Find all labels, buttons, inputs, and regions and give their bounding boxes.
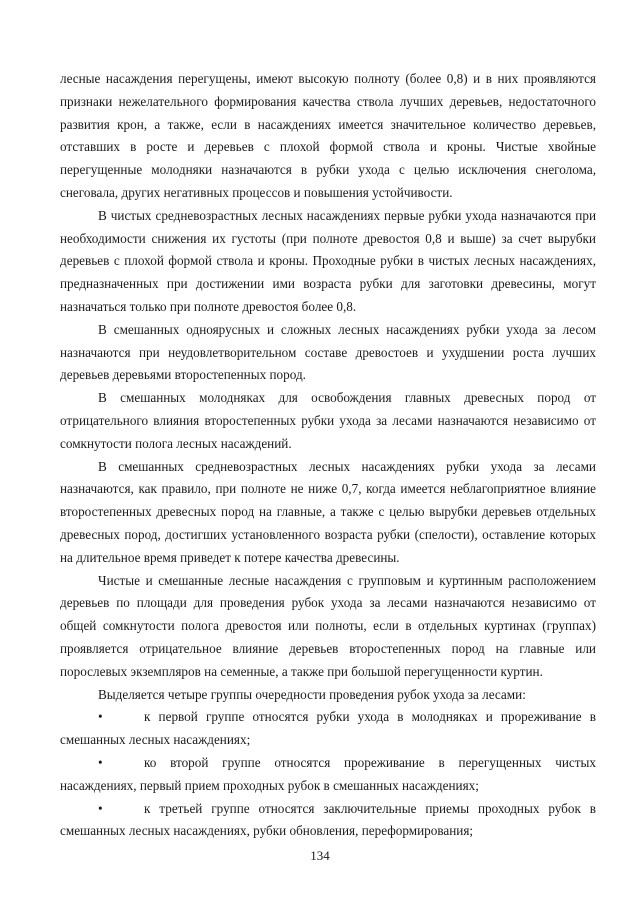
paragraph-4: В смешанных молодняках для освобождения главных древесных пород от отрицательного влияния второстепенных рубки ухода за лесами назначаются независимо от сомкнутости полога лесных насаждений.: [60, 390, 596, 451]
document-body: [60, 68, 596, 843]
list-item-text: к первой группе относятся рубки ухода в молодняках и прореживание в смешанных лесных насаждениях;: [60, 709, 596, 748]
paragraph-1: лесные насаждения перегущены, имеют высокую полноту (более 0,8) и в них проявляются признаки нежелательного формирования качества ствола лучших деревьев, недостаточного развития крон, а также, если в насаждениях имеется значительное количество деревьев, отставших в росте и деревьев с плохой формой ствола и кроны. Чистые хвойные перегущенные молодняки назначаются в рубки ухода с целью исключения снеголома, снеговала, других негативных процессов и повышения устойчивости.: [60, 71, 596, 200]
page-number: 134: [310, 848, 330, 863]
list-item-text: ко второй группе относятся прореживание в перегущенных чистых насаждениях, первый прием проходных рубок в смешанных насаждениях;: [60, 754, 596, 793]
list-item: • ко второй группе относятся прореживание в перегущенных чистых насаждениях, первый прием проходных рубок в смешанных насаждениях;: [60, 754, 596, 793]
paragraph-6: Чистые и смешанные лесные насаждения с групповым и куртинным расположением деревьев по площади для проведения рубок ухода за лесами назначаются независимо от общей сомкнутости полога древостоя или полноты, если в отдельных куртинах (группах) проявляется отрицательное влияние деревьев второстепенных пород на главные или порослевых экземпляров на семенные, а также при большой перегущенности куртин.: [60, 572, 596, 679]
paragraph-7: Выделяется четыре группы очередности проведения рубок ухода за лесами:: [98, 686, 526, 702]
paragraph-5: В смешанных средневозрастных лесных насаждениях рубки ухода за лесами назначаются, как правило, при полноте не ниже 0,7, когда имеется неблагоприятное влияние второстепенных древесных пород на главные, а также с целью вырубки деревьев отдельных древесных пород, достигших установленного возраста рубки (спелости), оставление которых на длительное время приведет к потере качества древесины.: [60, 458, 596, 565]
paragraph-3: В смешанных одноярусных и сложных лесных насаждениях рубки ухода за лесом назначаются при неудовлетворительном составе древостоев и ухудшении роста лучших деревьев деревьями второстепенных пород.: [60, 321, 596, 383]
list-item: • к третьей группе относятся заключительные приемы проходных рубок в смешанных лесных насаждениях, рубки обновления, переформирования;: [60, 800, 596, 839]
paragraph-2: В чистых средневозрастных лесных насаждениях первые рубки ухода назначаются при необходимости снижения их густоты (при полноте древостоя 0,8 и выше) за счет вырубки деревьев с плохой формой ствола и кроны. Проходные рубки в чистых лесных насаждениях, предназначенных при достижении ими возраста рубки для заготовки древесины, могут назначаться только при полноте древостоя более 0,8.: [60, 207, 596, 314]
list-item: • к первой группе относятся рубки ухода в молодняках и прореживание в смешанных лесных насаждениях;: [60, 709, 596, 748]
list-item-text: к третьей группе относятся заключительные приемы проходных рубок в смешанных лесных насаждениях, рубки обновления, переформирования;: [60, 800, 596, 839]
